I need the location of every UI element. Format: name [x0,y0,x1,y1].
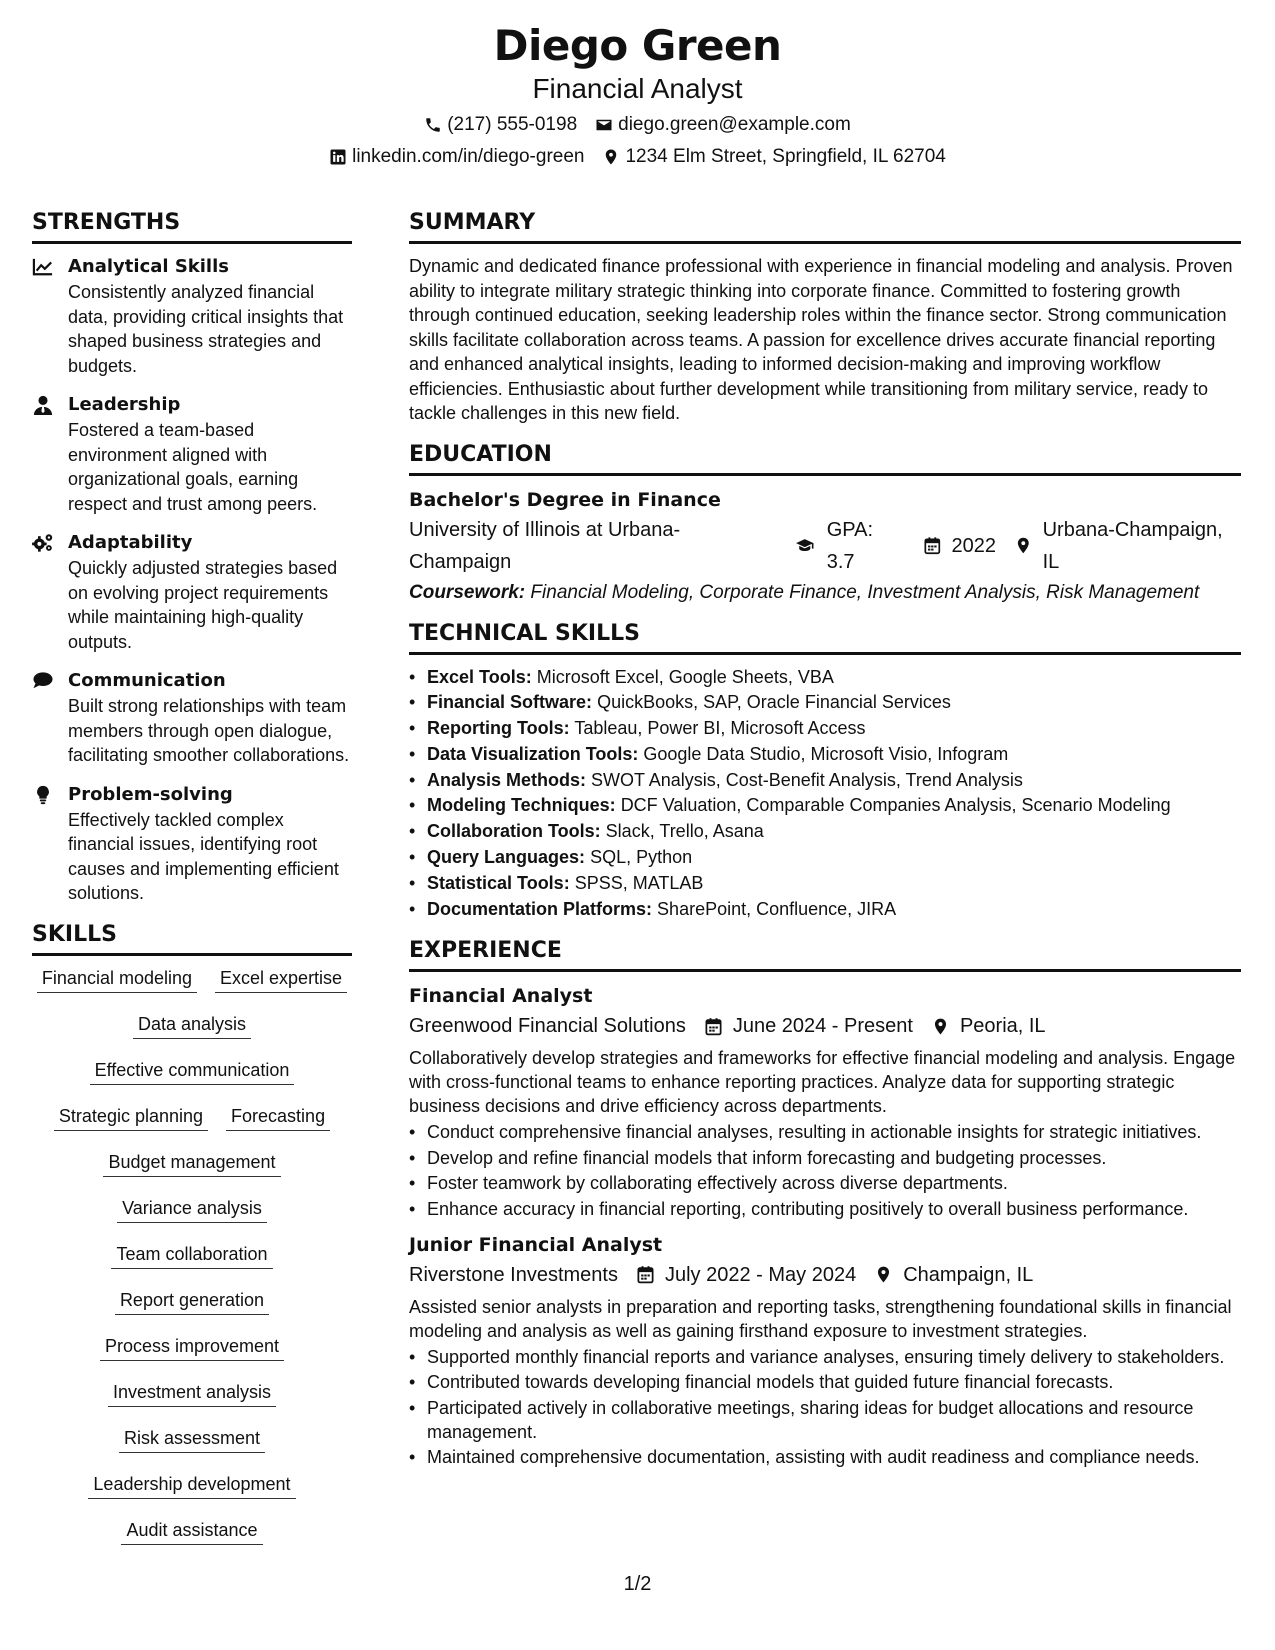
skill-tag: Leadership development [88,1472,295,1499]
list-item: • Foster teamwork by collaborating effectively across diverse departments. [409,1171,1241,1195]
contact-phone [424,110,577,140]
coursework-text: Financial Modeling, Corporate Finance, Investment Analysis, Risk Management [530,581,1200,603]
tech-skill-value: Slack, Trello, Asana [605,821,764,842]
skill-tag: Financial modeling [37,966,197,993]
skill-tag: Data analysis [133,1012,251,1039]
job-dates: June 2024 - Present [732,1015,913,1038]
tech-skill-label: Reporting Tools: [427,718,570,739]
right-column [409,208,1241,1479]
skill-tag: Forecasting [226,1104,330,1131]
tech-skill-value: SharePoint, Confluence, JIRA [657,898,897,919]
strength-name: Problem-solving [68,783,233,805]
contact-address [602,142,945,172]
strength-desc: Fostered a team-based environment aligned with organizational goals, earning respect and trust among peers. [68,420,318,514]
coursework [409,580,1241,605]
gpa-text: GPA: 3.7 [826,518,874,573]
list-item: • Enhance accuracy in financial reporting, contributing positively to overall business performance. [409,1197,1241,1221]
skill-tag: Investment analysis [108,1380,276,1407]
location-pin-icon [602,148,620,166]
strength-desc: Consistently analyzed financial data, providing critical insights that shaped business strategies and budgets. [68,282,344,376]
job-bullets [409,1345,1241,1470]
user-tie-icon [32,395,54,415]
technical-skills-list [409,665,1241,923]
left-column [32,208,352,1564]
comment-icon [32,671,54,691]
list-item [409,690,1241,716]
tech-skill-value: QuickBooks, SAP, Oracle Financial Services [597,692,951,713]
chart-line-icon [32,257,54,277]
contact-row-1 [0,110,1275,140]
tech-skill-label: Statistical Tools: [427,872,570,893]
skill-tag: Variance analysis [117,1196,267,1223]
candidate-name: Diego Green [493,21,782,70]
location-pin-icon [931,1017,950,1036]
list-item [409,845,1241,871]
calendar-icon [923,536,942,555]
gears-icon [32,533,54,553]
school-location: Urbana-Champaign, IL [1042,518,1223,573]
calendar-icon [704,1017,723,1036]
list-item [409,819,1241,845]
skill-tag: Risk assessment [119,1426,265,1453]
skills-list [32,966,352,1564]
job-entry [409,1231,1241,1470]
job-title: Financial Analyst [409,985,593,1008]
strengths-heading: STRENGTHS [32,208,352,244]
job-location: Peoria, IL [959,1015,1046,1038]
tech-skill-value: Microsoft Excel, Google Sheets, VBA [536,666,834,687]
tech-skill-value: SPSS, MATLAB [574,872,704,893]
strength-name: Communication [68,670,226,691]
skill-tag: Effective communication [90,1058,295,1085]
list-item: • Conduct comprehensive financial analyses, resulting in actionable insights for strategic initiatives. [409,1120,1241,1144]
tech-skill-label: Financial Software: [427,692,593,713]
company-name: Riverstone Investments [409,1263,618,1286]
candidate-title: Financial Analyst [532,73,743,104]
tech-skill-value: DCF Valuation, Comparable Companies Analysis, Scenario Modeling [620,795,1171,816]
strength-item [32,782,352,906]
list-item [409,768,1241,794]
strength-name: Analytical Skills [68,256,229,277]
job-entry [409,982,1241,1221]
strength-desc: Built strong relationships with team members through open dialogue, facilitating smoother collaborations. [68,696,350,765]
tech-skill-value: SQL, Python [590,847,693,868]
coursework-label: Coursework: [409,581,526,603]
list-item [409,871,1241,897]
address-text: 1234 Elm Street, Springfield, IL 62704 [625,146,946,167]
tech-skill-label: Analysis Methods: [427,769,587,790]
tech-skill-label: Collaboration Tools: [427,821,601,842]
skill-tag: Excel expertise [215,966,347,993]
graduation-cap-icon [793,536,817,555]
job-description: Collaboratively develop strategies and frameworks for effective financial modeling and analysis. Engage with cross-functional teams to enhance reporting practices. Analyze data for supporting strategic business decisions and drive efficiency across departments. [409,1048,1236,1117]
tech-skill-label: Documentation Platforms: [427,898,653,919]
company-name: Greenwood Financial Solutions [409,1015,686,1038]
strength-item [32,668,352,768]
lightbulb-icon [32,785,54,805]
linkedin-text[interactable]: linkedin.com/in/diego-green [352,146,585,167]
strength-name: Adaptability [68,532,193,553]
contact-row-2 [0,142,1275,172]
location-pin-icon [1014,536,1033,555]
resume-header [0,18,1275,172]
calendar-icon [636,1265,655,1284]
degree-name: Bachelor's Degree in Finance [409,488,721,511]
job-title: Junior Financial Analyst [409,1233,663,1256]
job-meta [409,1010,1241,1042]
job-location: Champaign, IL [903,1263,1034,1286]
technical-skills-heading: TECHNICAL SKILLS [409,619,1241,655]
page-number: 1/2 [623,1573,652,1595]
tech-skill-value: Google Data Studio, Microsoft Visio, Infogram [643,743,1009,764]
tech-skill-value: Tableau, Power BI, Microsoft Access [574,718,866,739]
list-item: • Participated actively in collaborative meetings, sharing ideas for budget allocations and resource management. [409,1396,1241,1444]
education-meta [409,514,1241,578]
skill-tag: Strategic planning [54,1104,208,1131]
list-item: • Maintained comprehensive documentation, assisting with audit readiness and compliance needs. [409,1445,1241,1469]
education-heading: EDUCATION [409,440,1241,476]
skill-tag: Audit assistance [121,1518,262,1545]
list-item [409,793,1241,819]
tech-skill-label: Data Visualization Tools: [427,743,639,764]
list-item: • Supported monthly financial reports and variance analyses, ensuring timely delivery to stakeholders. [409,1345,1241,1369]
list-item: • Develop and refine financial models that inform forecasting and budgeting processes. [409,1146,1241,1170]
email-text[interactable]: diego.green@example.com [618,114,851,135]
job-meta [409,1259,1241,1291]
phone-icon [424,116,442,134]
tech-skill-value: SWOT Analysis, Cost-Benefit Analysis, Trend Analysis [591,769,1023,790]
skill-tag: Team collaboration [111,1242,272,1269]
linkedin-icon [329,148,347,166]
summary-text: Dynamic and dedicated finance professional with experience in financial modeling and analysis. Proven ability to integrate military strategic thinking into corporate finance. Committed to fostering growth through continued education, seeking leadership roles within the finance sector. Strong communication skills facilitate collaboration across teams. A passion for excellence drives accurate financial reporting and enhanced analytical insights, leading to informed decision-making and improving workflow efficiencies. Enthusiastic about further development while transitioning from military service, ready to tackle challenges in this new field. [409,256,1233,423]
job-bullets [409,1120,1241,1221]
job-description: Assisted senior analysts in preparation and reporting tasks, strengthening foundational skills in financial modeling and analysis as well as gaining firsthand exposure to investment strategies. [409,1296,1232,1341]
tech-skill-label: Excel Tools: [427,666,532,687]
strength-name: Leadership [68,394,181,415]
skill-tag: Report generation [115,1288,269,1315]
list-item: • Contributed towards developing financial models that guided future financial forecasts. [409,1370,1241,1394]
strength-desc: Quickly adjusted strategies based on evolving project requirements while maintaining high-quality outputs. [68,558,338,652]
list-item [409,716,1241,742]
contact-linkedin [329,142,584,172]
envelope-icon [595,116,613,134]
skill-tag: Process improvement [100,1334,284,1361]
list-item [409,665,1241,691]
job-dates: July 2022 - May 2024 [664,1263,857,1286]
tech-skill-label: Query Languages: [427,847,586,868]
grad-year: 2022 [951,534,996,557]
phone-text[interactable]: (217) 555-0198 [447,114,578,135]
strength-item [32,392,352,516]
strength-item [32,530,352,654]
summary-heading: SUMMARY [409,208,1241,244]
tech-skill-label: Modeling Techniques: [427,795,616,816]
skills-heading: SKILLS [32,920,352,956]
contact-email [595,110,851,140]
strength-item [32,254,352,378]
experience-heading: EXPERIENCE [409,936,1241,972]
school-name: University of Illinois at Urbana-Champaign [409,518,681,573]
skill-tag: Budget management [103,1150,280,1177]
strength-desc: Effectively tackled complex financial issues, identifying root causes and implementing efficient solutions. [68,809,339,903]
list-item [409,897,1241,923]
location-pin-icon [874,1265,893,1284]
list-item [409,742,1241,768]
